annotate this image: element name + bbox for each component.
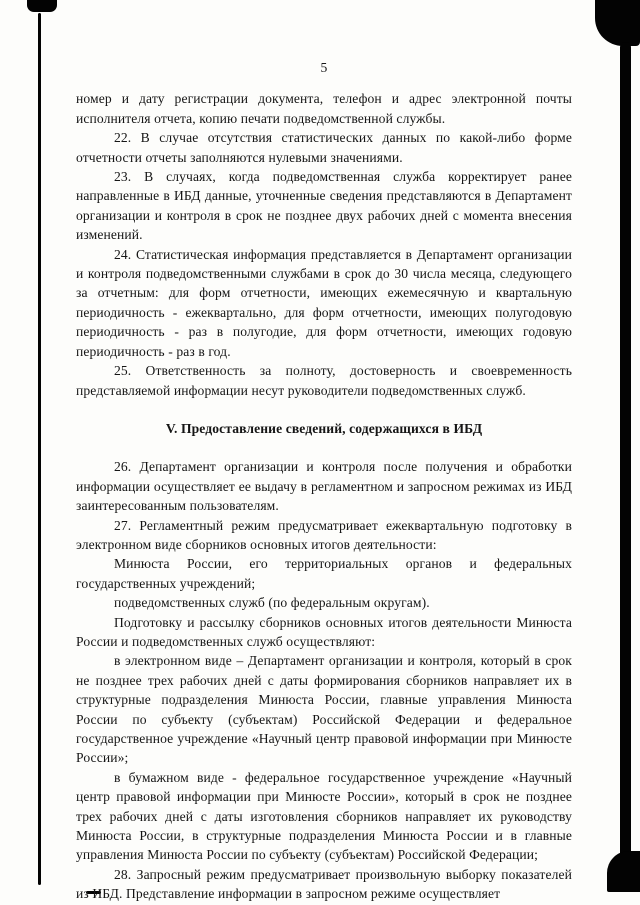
scan-artifact-top-left xyxy=(27,0,57,12)
section-heading: V. Предоставление сведений, содержащихся в ИБД xyxy=(165,420,483,436)
paragraph-distribution: Подготовку и рассылку сборников основных итогов деятельности Минюста России и подведомственных служб осуществляют: xyxy=(76,614,572,649)
paragraph-25: 25. Ответственность за полноту, достоверность и своевременность представляемой информации несут руководители подведомственных служб. xyxy=(76,363,572,398)
document-text-block xyxy=(76,58,572,904)
paragraph-28: 28. Запросный режим предусматривает произвольную выборку показателей из ИБД. Представление информации в запросном режиме осуществляет xyxy=(76,866,572,902)
paragraph-23: 23. В случаях, когда подведомственная служба корректирует ранее направленные в ИБД данные, уточненные сведения представляются в Департамент организации и контроля в срок не позднее двух рабочих дней с момента внесения изменений. xyxy=(76,169,572,243)
scan-artifact-bottom-right xyxy=(607,851,640,892)
paragraph-26: 26. Департамент организации и контроля после получения и обработки информации осуществляет ее выдачу в регламентном и запросном режимах из ИБД заинтересованным пользователям. xyxy=(76,459,572,514)
page-number: 5 xyxy=(320,60,328,75)
paragraph-24: 24. Статистическая информация представляется в Департамент организации и контроля подведомственными службами в срок до 30 числа месяца, следующего за отчетным: для форм отчетности, имеющих ежемесячную и квартальную периодичность - ежеквартально, для форм отчетности, имеющих полугодовую периодичность - раз в полугодие, для форм отчетности, имеющих годовую периодичность - раз в год. xyxy=(76,246,572,359)
paragraph-27-item-2: подведомственных служб (по федеральным округам). xyxy=(114,595,430,611)
paragraph-27-item-1: Минюста России, его территориальных органов и федеральных государственных учреждений; xyxy=(76,556,572,591)
scan-artifact-right-edge xyxy=(620,42,631,864)
scan-artifact-left-edge xyxy=(38,13,41,885)
paragraph-paper-form: в бумажном виде - федеральное государственное учреждение «Научный центр правовой информации при Минюсте России», который в срок не позднее трех рабочих дней с даты изготовления сборников направляет их руководству Минюста России, в структурные подразделения Минюста России и в главные управления Минюста России по субъекту (субъектам) Российской Федерации; xyxy=(76,769,572,863)
paragraph-22: 22. В случае отсутствия статистических данных по какой-либо форме отчетности отчеты заполняются нулевыми значениями. xyxy=(76,130,572,165)
paragraph-electronic-form: в электронном виде – Департамент организации и контроля, который в срок не позднее трех рабочих дней с даты формирования сборников направляет их в структурные подразделения Минюста России, главные управления Минюста России по субъекту (субъектам) Российской Федерации и федеральное государственное учреждение «Научный центр правовой информации при Минюсте России»; xyxy=(76,653,572,766)
paragraph-27: 27. Регламентный режим предусматривает ежеквартальную подготовку в электронном виде сборников основных итогов деятельности: xyxy=(76,517,572,552)
paragraph-continuation: номер и дату регистрации документа, телефон и адрес электронной почты исполнителя отчета, копию печати подведомственной службы. xyxy=(76,91,572,126)
scan-artifact-top-right xyxy=(595,0,640,46)
